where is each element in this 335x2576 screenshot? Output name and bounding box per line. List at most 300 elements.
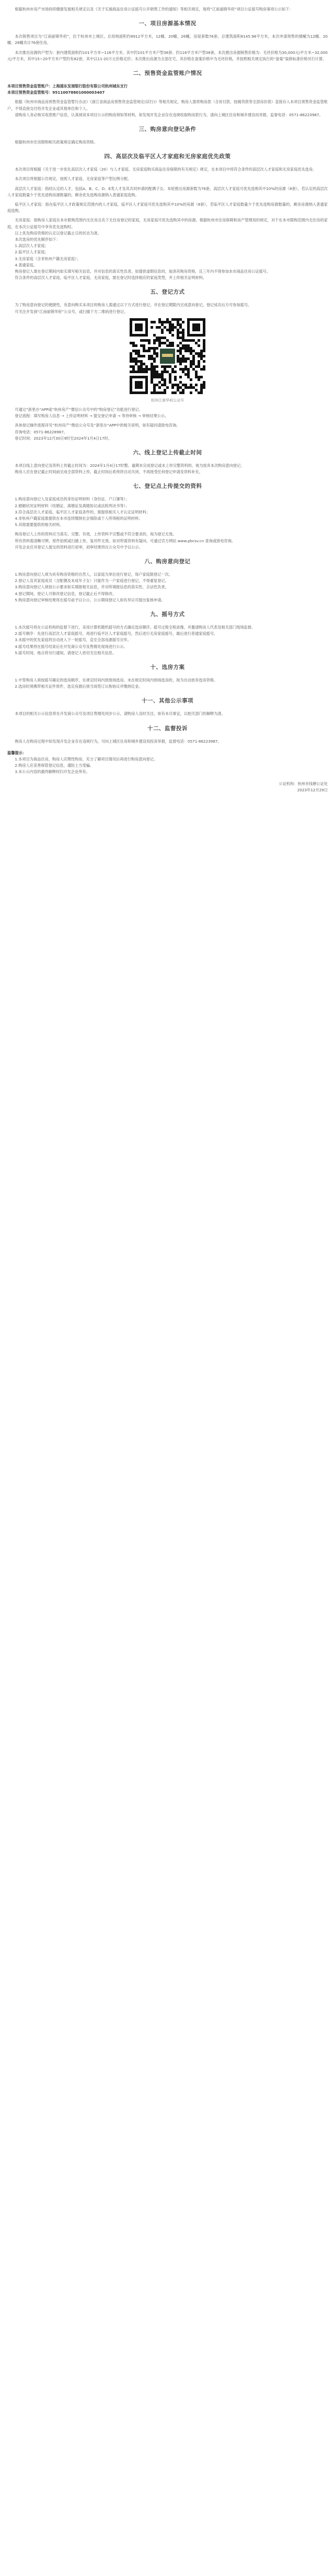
qr-caption: 杭州江南华府公众号 [151,398,184,402]
section-1-title: 一、项目房源基本情况 [138,20,197,27]
qr-module [166,344,169,347]
qr-module [169,342,171,344]
qr-module [203,368,205,371]
qr-module [156,391,158,394]
qr-module [200,352,203,355]
qr-module [203,339,205,342]
qr-module [179,391,182,394]
qr-module [153,371,156,373]
qr-module [182,339,184,342]
qr-module [169,326,171,329]
section-10-title: 十、选房方案 [150,664,185,670]
s4-paragraph-6: 以上优先购房资格的认定以登记截止日的状态为准。 [15,230,101,236]
qr-module [153,347,156,350]
qr-module [151,355,153,357]
section-11-title: 十一、其他公示事项 [142,698,193,704]
account-name-line [7,83,328,89]
qr-module [145,368,148,371]
s10-paragraph-2: 2.选房时须携带相关证件原件，选定房源后须当场签订认购协议并缴纳定金。 [15,684,143,689]
qr-module [153,373,156,376]
s2-paragraph-2: 请购房人务必核实收款账户信息，认真阅读本项目公示的购房须知等材料，如发现开发企业存在违规收取购房款行为，请向上城区住房和城乡建设局举报。监督电话：0571-86223987。 [15,112,323,117]
qr-module [174,391,177,394]
qr-module [153,360,156,363]
qr-module [182,334,184,337]
qr-module [184,344,187,347]
qr-code-icon [130,318,205,394]
qr-module [177,384,179,386]
qr-module [179,381,182,384]
qr-module [187,371,190,373]
qr-module [140,365,143,368]
s6-paragraph-2: 购房人应在登记截止时间前完成全部资料上传，截止时间后系统将自动关闭，不再接受任何登记申请及资料补充。 [15,469,203,475]
qr-module [158,342,161,344]
qr-module [192,360,195,363]
qr-module [200,386,203,389]
qr-module [198,363,200,365]
qr-module [130,365,132,368]
s4-paragraph-3: 高层次人才家庭：指经认定的人才，包括A、B、C、D、E类人才及其共同申请的配偶子女。本轮推出房源套数为76套，高层次人才家庭可优先选购其中10%的房源（8套），若认定的高层次人才家庭数量少于优先选购房源数量的，剩余优先选购房源纳入普通家庭选购。 [7,186,328,197]
qr-module [161,329,164,331]
qr-module [143,368,145,371]
qr-module [190,391,192,394]
qr-module [179,347,182,350]
qr-module [153,357,156,360]
qr-module [200,355,203,357]
qr-module [158,318,161,321]
qr-module [156,337,158,339]
qr-module [166,321,169,323]
qr-module [169,331,171,334]
qr-module [148,347,151,350]
qr-module [179,368,182,371]
qr-module [177,318,179,321]
qr-module [153,342,156,344]
qr-module [195,376,198,378]
qr-module [184,368,187,371]
qr-module [192,368,195,371]
qr-module [174,326,177,329]
qr-module [153,365,156,368]
qr-module [151,357,153,360]
qr-module [135,344,137,347]
qr-module [153,339,156,342]
qr-module [169,344,171,347]
qr-module [166,371,169,373]
qr-module [164,365,166,368]
qr-module [171,318,174,321]
qr-module [132,371,135,373]
section-5-title: 五、登记方式 [150,289,185,296]
qr-module [140,360,143,363]
section-6-title: 六、线上登记上传截止时间 [133,449,202,456]
account-name-label: 本项目预售资金监管账户： [7,84,53,89]
section-9-title: 九、摇号方式 [150,611,185,618]
qr-module [190,339,192,342]
qr-module [148,339,151,342]
section-8-title: 八、购房意向登记 [144,558,191,565]
qr-module [169,323,171,326]
qr-module [184,347,187,350]
qr-module [140,371,143,373]
qr-module [153,389,156,391]
qr-module [153,321,156,323]
qr-module [140,368,143,371]
qr-module [153,368,156,371]
s9-paragraph-5: 5.摇号时间、地点将另行通知，请登记人密切关注相关信息。 [15,650,117,655]
s4-paragraph-5: 无房家庭：指购房人家庭在本市限购范围内无住房且名下无住房登记的家庭，无房家庭可优先选购其中的房源。根据杭州市住房保障和房产管理局的规定，对于在本市限购范围内无住房的家庭，在本次公证摇号中享有优先选购权。 [7,218,328,229]
qr-module [169,365,171,368]
qr-module [164,342,166,344]
qr-module [182,344,184,347]
qr-module [171,334,174,337]
qr-module [166,329,169,331]
qr-module [190,352,192,355]
s10-paragraph-1: 1.中签购房人须按摇号确定的选房顺序，在规定时间内到现场选房。未在规定时间内到场选房的，视为自动放弃选房资格。 [15,677,218,682]
qr-module [135,363,137,365]
qr-module [182,371,184,373]
qr-module [158,381,161,384]
qr-module [187,350,190,352]
qr-module [161,376,164,378]
wechat-qr-code[interactable] [130,318,205,394]
qr-module [174,365,177,368]
s7-paragraph-1: 1.购房意向登记人及家庭成员的身份证明材料（身份证、户口簿等）； [15,497,130,502]
qr-module [184,360,187,363]
qr-module [203,384,205,386]
qr-module [203,350,205,352]
notes-paragraph-2: 2.购房人应妥善保管登记信息，谨防上当受骗。 [15,763,94,768]
qr-module [137,368,140,371]
section-2-title: 二、预售资金监管账户情况 [133,70,202,77]
qr-module [171,371,174,373]
qr-module [177,360,179,363]
qr-module [153,391,156,394]
s12-paragraph-1: 购房人在购房过程中如发现开发企业存在违规行为，可向上城区住房和城乡建设局投诉举报，监督电话：0571-86223987。 [15,738,222,744]
qr-module [132,365,135,368]
qr-module [156,355,158,357]
qr-module [192,363,195,365]
qr-module [203,344,205,347]
signature-company: 公证机构：杭州市钱塘公证处 [279,781,328,786]
qr-module [161,337,164,339]
qr-module [156,352,158,355]
qr-module [158,344,161,347]
qr-module [143,347,145,350]
qr-module [184,339,187,342]
qr-module [161,321,164,323]
qr-module [187,386,190,389]
qr-module [198,378,200,381]
qr-module [161,323,164,326]
s11-paragraph-1: 本项目的相关公示信息将在开发商公众号及项目售楼处同步公示，请购房人及时关注。如有未尽事宜，以相关部门的解释为准。 [15,711,225,716]
qr-module [182,329,184,331]
qr-module [143,355,145,357]
qr-module [143,363,145,365]
qr-module [190,384,192,386]
qr-module [169,381,171,384]
qr-module [203,342,205,344]
s5-paragraph-5: 具体登记操作流程详见“杭州房产”微信公众号及“浙里办”APP中的相关说明，如有疑问请致电咨询。 [15,423,180,428]
qr-module [143,344,145,347]
qr-module [182,384,184,386]
qr-module [130,342,132,344]
s4-list-item: 1.高层次人才家庭； [15,243,49,249]
qr-module [177,389,179,391]
qr-module [195,342,198,344]
qr-module [135,371,137,373]
s1-paragraph-1: 本次销售项目为“江南丽锦华府”，位于杭州市上城区，总用地面积约8912平方米，12幢、20幢、26幢，房屋套数76套，总建筑面积8145.98平方米，本次申请预售的楼幢为12幢、20幢、26幢共计76套住房。 [7,34,328,46]
qr-module [192,339,195,342]
qr-module [130,355,132,357]
s7-paragraph-8: 开发企业应对登记人提交的资料进行初审，初审结果将在公众号中予以公示。 [15,544,143,550]
qr-module [166,339,169,342]
qr-module [164,384,166,386]
s9-paragraph-1: 1.本次摇号将在公证机构的监督下进行，采用计算机随机摇号的方式确定选房顺序。摇号过程全程录像，并邀请购房人代表及相关部门现场监督。 [15,624,256,630]
s4-list-item: 3.无房家庭（含非杭州户籍无房家庭）； [15,256,80,261]
s8-paragraph-4: 4.登记期间，登记人可修改登记信息，登记截止后不得修改。 [15,591,117,596]
qr-module [182,368,184,371]
qr-module [132,368,135,371]
qr-module [174,371,177,373]
section-7-title: 七、登记点上传提交的资料 [133,483,202,490]
qr-module [200,376,203,378]
account-number: 95110078801000003407 [52,90,105,95]
qr-module [203,360,205,363]
notes-label: 温馨提示： [7,750,26,755]
qr-module [153,352,156,355]
qr-module [130,357,132,360]
qr-module [132,342,135,344]
qr-module [177,321,179,323]
qr-module [200,368,203,371]
qr-module [130,360,132,363]
qr-module [143,371,145,373]
s5-time: 登记时间：2023年12月30日9时至2024年1月4日17时。 [15,435,112,441]
s4-paragraph-1: 本次项目将根据《关于进一步优化高层次人才家庭（20）与人才家庭、无房家庭购买商品住房保障的有关规定》规定，在本项目中将符合条件的高层次人才家庭和无房家庭优先选房。 [15,167,317,172]
qr-module [192,350,195,352]
s7-paragraph-3: 3.符合高层次人才家庭、临平区人才家庭条件的，需提供相关人才认定证明材料； [15,509,150,514]
qr-module [190,365,192,368]
qr-module [130,371,132,373]
s6-paragraph-1: 本项目线上意向登记及资料上传截止时间为：2024年1月4日17时整。逾期未完成登记或未上传完整资料的，视为放弃本次购房意向登记。 [15,463,245,468]
qr-module [156,384,158,386]
qr-module [132,360,135,363]
qr-module [198,360,200,363]
qr-module [151,376,153,378]
qr-module [179,376,182,378]
qr-module [203,355,205,357]
qr-module [177,331,179,334]
qr-module [158,339,161,342]
qr-module [151,368,153,371]
account-name: 上海浦东发展银行股份有限公司杭州城东支行 [52,84,128,89]
qr-module [184,350,187,352]
s7-paragraph-5: 5.其他需要提供的相关材料。 [15,522,64,528]
qr-module [140,339,143,342]
qr-module [182,357,184,360]
qr-module [182,391,184,394]
qr-module [137,360,140,363]
qr-module [198,391,200,394]
qr-module [164,389,166,391]
qr-module [148,350,151,352]
s5-phone: 咨询电话：0571-86228987。 [15,429,67,434]
qr-module [135,357,137,360]
qr-module [203,381,205,384]
section-12-title: 十二、监督投诉 [147,725,188,732]
qr-module [179,331,182,334]
qr-module [187,344,190,347]
qr-module [187,339,190,342]
qr-module [156,347,158,350]
qr-module [177,323,179,326]
qr-module [192,355,195,357]
qr-module [187,368,190,371]
qr-module [148,342,151,344]
qr-module [158,376,161,378]
s7-paragraph-4: 4.非杭州户籍家庭需提供在本市连续缴纳社会保险或个人所得税的证明材料； [15,516,143,521]
s4-paragraph-8: 符合条件的高层次人才家庭、临平区人才家庭、无房家庭，需在登记时选择相应的家庭类型，并上传相关证明材料。 [15,275,206,281]
qr-module [151,365,153,368]
qr-module [158,373,161,376]
s4-paragraph-4: 临平区人才家庭：指在临平区人才政策规定范围内的人才家庭，临平区人才家庭可优先选购其中10%的房源（8套），若临平区人才家庭数量少于优先选购房源数量的，剩余房源纳入普通家庭选购。 [7,202,328,214]
qr-module [158,337,161,339]
qr-module [198,376,200,378]
qr-module [171,344,174,347]
s7-paragraph-7: 所有资料需清晰可辨，原件拍照或扫描上传，复印件无效。如对所需资料有疑问，可通过官方网站 www.pbcsv.cn 查询或致电咨询。 [15,538,236,543]
qr-module [164,378,166,381]
qr-module [143,350,145,352]
qr-module [171,342,174,344]
qr-module [161,391,164,394]
account-number-line [7,89,328,96]
s9-paragraph-4: 4.摇号结果将在摇号结束后在开发商公众号及售楼处现场进行公示。 [15,644,128,649]
qr-module [135,352,137,355]
intro-paragraph: 根据杭州市房产市场持续健康发展相关规定以及《关于实施商品住房公证摇号公开销售工作的通知》等相关规定，现将“江南丽锦华府”项目公证摇号购房事项公示如下： [15,7,293,12]
qr-module [164,381,166,384]
s4-paragraph-2: 本次项目将根据公告规定，按照人才家庭、无房家庭等户型比例分配。 [15,176,132,182]
qr-module [140,344,143,347]
qr-module [182,347,184,350]
qr-module [187,357,190,360]
qr-module [164,371,166,373]
qr-module [184,357,187,360]
qr-module [171,323,174,326]
qr-module [195,365,198,368]
qr-module [161,365,164,368]
qr-module [187,347,190,350]
qr-module [177,334,179,337]
qr-module [164,337,166,339]
qr-module [184,373,187,376]
qr-module [158,391,161,394]
qr-module [200,384,203,386]
qr-module [184,386,187,389]
qr-module [137,355,140,357]
s5-paragraph-1: 为了购房意向登记的便捷性，有意向购买本项目的购房人需通过以下方式进行登记，并在登记期限内完成意向登记，登记成功后方可参加摇号。 [15,303,252,308]
qr-module [130,352,132,355]
qr-module [203,347,205,350]
qr-module [151,373,153,376]
qr-module [179,360,182,363]
qr-module [158,321,161,323]
qr-module [156,371,158,373]
qr-module [177,357,179,360]
s9-paragraph-2: 2.摇号顺序：先进行高层次人才家庭摇号，再进行临平区人才家庭摇号，然后进行无房家庭摇号，最后进行普通家庭摇号。 [15,631,218,636]
s8-paragraph-2: 2.登记人及其家庭成员（含配偶及未成年子女）只能作为一户家庭进行登记，不得重复登记。 [15,578,169,584]
qr-module [190,363,192,365]
section-4-title: 四、高层次及临平区人才家庭和无房家庭优先政策 [104,153,231,160]
qr-module [145,339,148,342]
qr-module [195,352,198,355]
qr-module [200,357,203,360]
s8-paragraph-5: 5.购房意向登记审核结果将在摇号前予以公示，公示期间登记人如有异议可提出复核申请。 [15,597,165,602]
qr-module [148,357,151,360]
qr-module [200,391,203,394]
qr-module [182,337,184,339]
qr-module [151,381,153,384]
qr-module [174,378,177,381]
qr-module [161,342,164,344]
qr-module [161,371,164,373]
qr-module [161,378,164,381]
s4-list-item: 4.普通家庭。 [15,262,38,267]
qr-module [174,384,177,386]
s5-paragraph-3: 可通过“浙里办”APP或“杭州房产”微信公众号中的“购房登记”功能进行登记。 [15,407,143,412]
qr-module [161,373,164,376]
qr-module [198,355,200,357]
qr-module [174,376,177,378]
qr-module [190,386,192,389]
qr-module [169,373,171,376]
qr-module [190,378,192,381]
qr-module [151,363,153,365]
qr-module [187,376,190,378]
qr-module [184,365,187,368]
qr-module [153,334,156,337]
qr-module [140,363,143,365]
qr-module [177,350,179,352]
qr-module [171,368,174,371]
qr-module [135,350,137,352]
qr-module [151,347,153,350]
qr-module [179,357,182,360]
qr-module [190,350,192,352]
qr-module [195,371,198,373]
qr-module [151,391,153,394]
qr-module [166,318,169,321]
qr-module [161,331,164,334]
qr-module [158,386,161,389]
qr-module [179,363,182,365]
qr-module [137,350,140,352]
qr-module [195,373,198,376]
qr-module [184,384,187,386]
qr-module [179,352,182,355]
qr-module [137,365,140,368]
qr-module [137,371,140,373]
qr-module [179,350,182,352]
qr-module [145,365,148,368]
s9-paragraph-3: 3.未摇中的优先家庭将自动进入下一轮摇号，直至全部房源摇号完毕。 [15,637,131,643]
qr-module [143,339,145,342]
qr-module [145,350,148,352]
qr-module [164,368,166,371]
qr-module [195,384,198,386]
qr-module [148,355,151,357]
qr-module [190,360,192,363]
qr-module [174,318,177,321]
